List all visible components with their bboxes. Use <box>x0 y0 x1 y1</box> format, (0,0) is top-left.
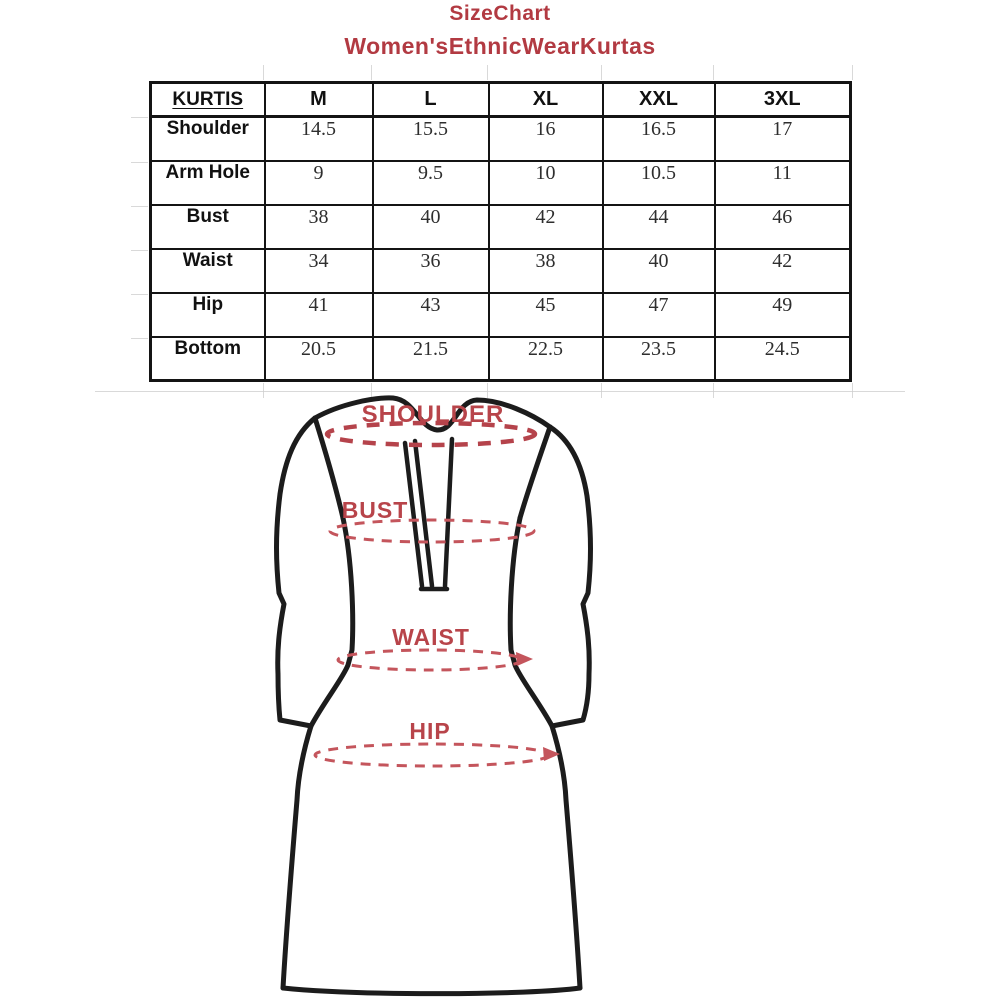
cell-value: 23.5 <box>603 337 715 381</box>
ghost-gridline <box>131 294 148 295</box>
cell-value: 14.5 <box>265 117 373 161</box>
cell-value: 20.5 <box>265 337 373 381</box>
table-row-waist <box>151 249 851 293</box>
cell-value: 38 <box>265 205 373 249</box>
cell-value: 36 <box>373 249 489 293</box>
cell-value: 34 <box>265 249 373 293</box>
cell-value: 16.5 <box>603 117 715 161</box>
bust-measure-line <box>330 520 534 542</box>
hip-label: HIP <box>409 718 451 744</box>
row-label: Bottom <box>151 337 265 381</box>
table-row-hip <box>151 293 851 337</box>
kurta-diagram <box>240 388 660 1000</box>
ghost-gridline <box>487 65 488 80</box>
row-label: Waist <box>151 249 265 293</box>
hem-line <box>283 988 580 994</box>
kurta-outline-drawing <box>240 388 660 1000</box>
bust-label: BUST <box>341 497 409 523</box>
table-row-shoulder <box>151 117 851 161</box>
cell-value: 43 <box>373 293 489 337</box>
header-size-l: L <box>373 83 489 117</box>
header-size-xxl: XXL <box>603 83 715 117</box>
cell-value: 15.5 <box>373 117 489 161</box>
waist-label: WAIST <box>392 624 470 650</box>
cell-value: 38 <box>489 249 603 293</box>
waist-arrow-icon <box>516 652 533 666</box>
table-row-bottom <box>151 337 851 381</box>
ghost-gridline <box>852 65 853 80</box>
title-line-1: SizeChart <box>449 2 551 25</box>
placket-right-line <box>445 439 452 586</box>
cell-value: 49 <box>715 293 851 337</box>
left-sleeve <box>277 418 316 726</box>
ghost-gridline <box>263 65 264 80</box>
row-label: Bust <box>151 205 265 249</box>
cell-value: 16 <box>489 117 603 161</box>
ghost-gridline <box>131 206 148 207</box>
cell-value: 47 <box>603 293 715 337</box>
cell-value: 9 <box>265 161 373 205</box>
cell-value: 22.5 <box>489 337 603 381</box>
cell-value: 45 <box>489 293 603 337</box>
cell-value: 24.5 <box>715 337 851 381</box>
ghost-gridline <box>131 250 148 251</box>
table-header-row <box>151 83 851 117</box>
header-size-3xl: 3XL <box>715 83 851 117</box>
row-label: Arm Hole <box>151 161 265 205</box>
row-label: Shoulder <box>151 117 265 161</box>
table-row-armhole <box>151 161 851 205</box>
page-title <box>0 2 1000 60</box>
cell-value: 10.5 <box>603 161 715 205</box>
cell-value: 46 <box>715 205 851 249</box>
shoulder-label: SHOULDER <box>361 401 505 428</box>
ghost-gridline <box>371 65 372 80</box>
row-label: Hip <box>151 293 265 337</box>
header-size-m: M <box>265 83 373 117</box>
hip-measure-line <box>315 744 549 766</box>
size-table <box>149 81 852 382</box>
ghost-gridline <box>131 338 148 339</box>
cell-value: 40 <box>373 205 489 249</box>
cell-value: 42 <box>715 249 851 293</box>
ghost-gridline <box>131 117 148 118</box>
header-size-xl: XL <box>489 83 603 117</box>
cell-value: 10 <box>489 161 603 205</box>
right-sleeve <box>550 427 591 726</box>
cell-value: 44 <box>603 205 715 249</box>
ghost-gridline <box>131 162 148 163</box>
title-line-2: Women'sEthnicWearKurtas <box>344 33 656 59</box>
cell-value: 42 <box>489 205 603 249</box>
ghost-gridline <box>713 65 714 80</box>
table-row-bust <box>151 205 851 249</box>
cell-value: 11 <box>715 161 851 205</box>
cell-value: 40 <box>603 249 715 293</box>
cell-value: 41 <box>265 293 373 337</box>
ghost-gridline <box>601 65 602 80</box>
cell-value: 17 <box>715 117 851 161</box>
cell-value: 9.5 <box>373 161 489 205</box>
header-kurtis: KURTIS <box>151 83 265 117</box>
cell-value: 21.5 <box>373 337 489 381</box>
waist-measure-line <box>338 650 522 670</box>
